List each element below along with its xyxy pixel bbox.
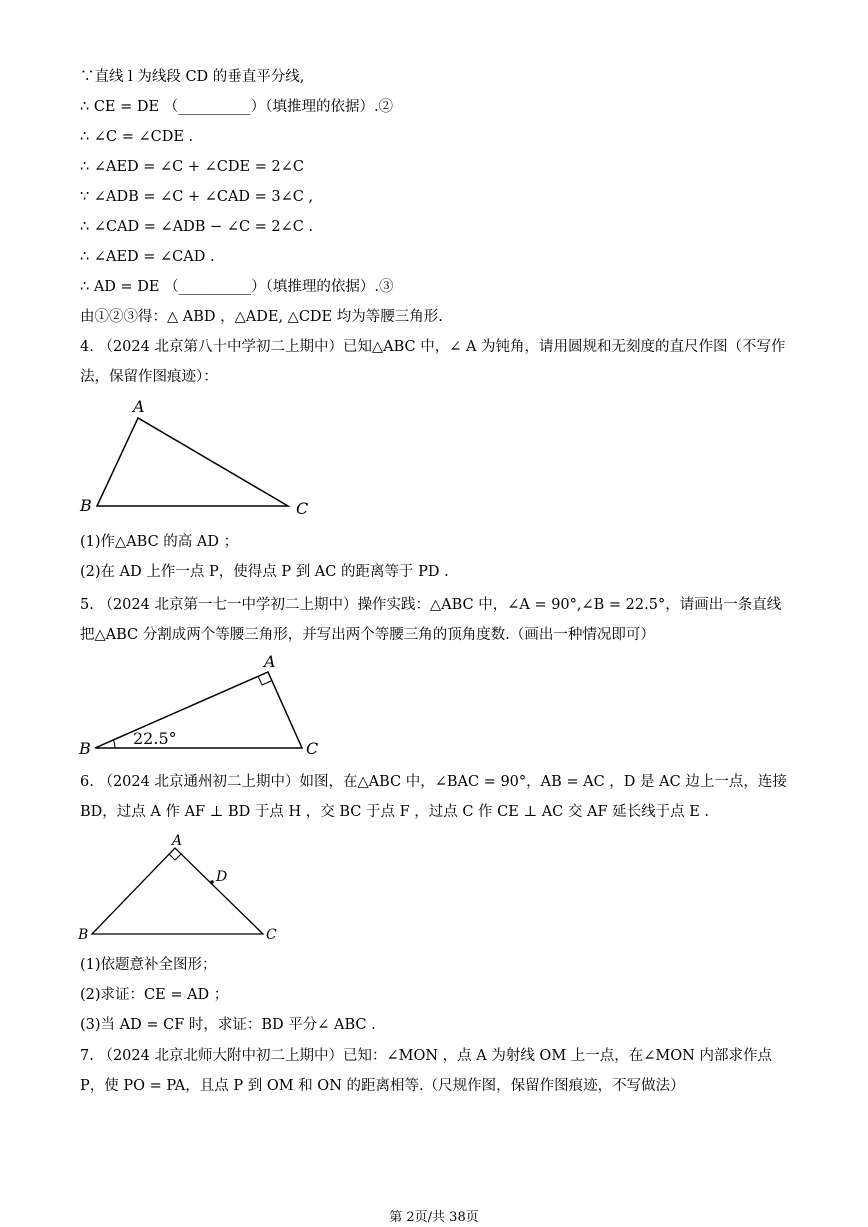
q4-label-c: C bbox=[296, 499, 309, 518]
q4-part1: (1)作△ABC 的高 AD ； bbox=[80, 534, 239, 550]
proof-line-5: ∵ ∠ADB = ∠C + ∠CAD = 3∠C , bbox=[80, 189, 314, 205]
q6-right-angle-mark bbox=[169, 854, 181, 860]
page-footer: 第 2页/共 38页 bbox=[389, 1210, 479, 1225]
proof-line-8: ∴ AD = DE （__________）（填推理的依据）.③ bbox=[80, 279, 394, 295]
proof-conclusion: 由①②③得：△ ABD ，△ADE, △CDE 均为等腰三角形. bbox=[80, 309, 443, 325]
proof-line-4: ∴ ∠AED = ∠C + ∠CDE = 2∠C bbox=[80, 159, 304, 175]
proof-line-6: ∴ ∠CAD = ∠ADB − ∠C = 2∠C . bbox=[80, 219, 314, 235]
q5-triangle-figure bbox=[70, 650, 340, 760]
q5-label-c: C bbox=[306, 739, 319, 758]
q5-stem: 5. （2024 北京第一七一中学初二上期中）操作实践：△ABC 中，∠A = 90°,∠B = 22.5°，请画出一条直线把△ABC 分割成两个等腰三角形，并写出两个等腰三角的顶角度数.（画出一种情况即可） bbox=[80, 597, 782, 643]
q6-label-b: B bbox=[78, 927, 89, 943]
q6-part1: (1)依题意补全图形； bbox=[80, 957, 217, 973]
q5-angle-arc bbox=[113, 739, 115, 748]
proof-line-3: ∴ ∠C = ∠CDE . bbox=[80, 129, 194, 145]
q5-label-b: B bbox=[79, 739, 91, 758]
q5-label-a: A bbox=[264, 652, 276, 671]
q4-stem: 4. （2024 北京第八十中学初二上期中）已知△ABC 中，∠ A 为钝角，请用圆规和无刻度的直尺作图（不写作法，保留作图痕迹）： bbox=[80, 339, 786, 385]
q7-stem: 7. （2024 北京北师大附中初二上期中）已知：∠MON ，点 A 为射线 OM 上一点，在∠MON 内部求作点 P，使 PO = PA，且点 P 到 OM 和 ON 的距离相等.（尺规作图，保留作图痕迹，不写做法） bbox=[80, 1048, 772, 1094]
q6-label-a: A bbox=[172, 833, 183, 849]
proof-line-2: ∴ CE = DE （__________）（填推理的依据）.② bbox=[80, 99, 394, 115]
q4-triangle-figure bbox=[70, 390, 330, 525]
q4-part2: (2)在 AD 上作一点 P，使得点 P 到 AC 的距离等于 PD . bbox=[80, 564, 449, 580]
q6-label-d: D bbox=[216, 869, 228, 885]
q6-label-c: C bbox=[266, 927, 277, 943]
q6-part3: (3)当 AD = CF 时，求证：BD 平分∠ ABC . bbox=[80, 1017, 376, 1033]
q4-label-b: B bbox=[80, 496, 92, 515]
proof-line-1: ∵直线 l 为线段 CD 的垂直平分线, bbox=[80, 69, 305, 85]
q6-point-d bbox=[210, 880, 214, 884]
q4-triangle bbox=[97, 418, 288, 506]
q5-angle-label: 22.5° bbox=[133, 729, 177, 748]
q6-stem: 6. （2024 北京通州初二上期中）如图，在△ABC 中，∠BAC = 90°，AB = AC ，D 是 AC 边上一点，连接 BD，过点 A 作 AF ⊥ BD 于点 H ，交 BC 于点 F ，过点 C 作 CE ⊥ AC 交 AF 延长线于点 E . bbox=[80, 774, 787, 820]
q6-part2: (2)求证：CE = AD ； bbox=[80, 987, 229, 1003]
q5-triangle bbox=[95, 672, 302, 748]
q6-triangle bbox=[92, 848, 263, 934]
q5-right-angle-mark bbox=[258, 676, 271, 685]
q6-triangle-figure bbox=[70, 830, 290, 945]
q4-label-a: A bbox=[133, 397, 145, 416]
proof-line-7: ∴ ∠AED = ∠CAD . bbox=[80, 249, 215, 265]
